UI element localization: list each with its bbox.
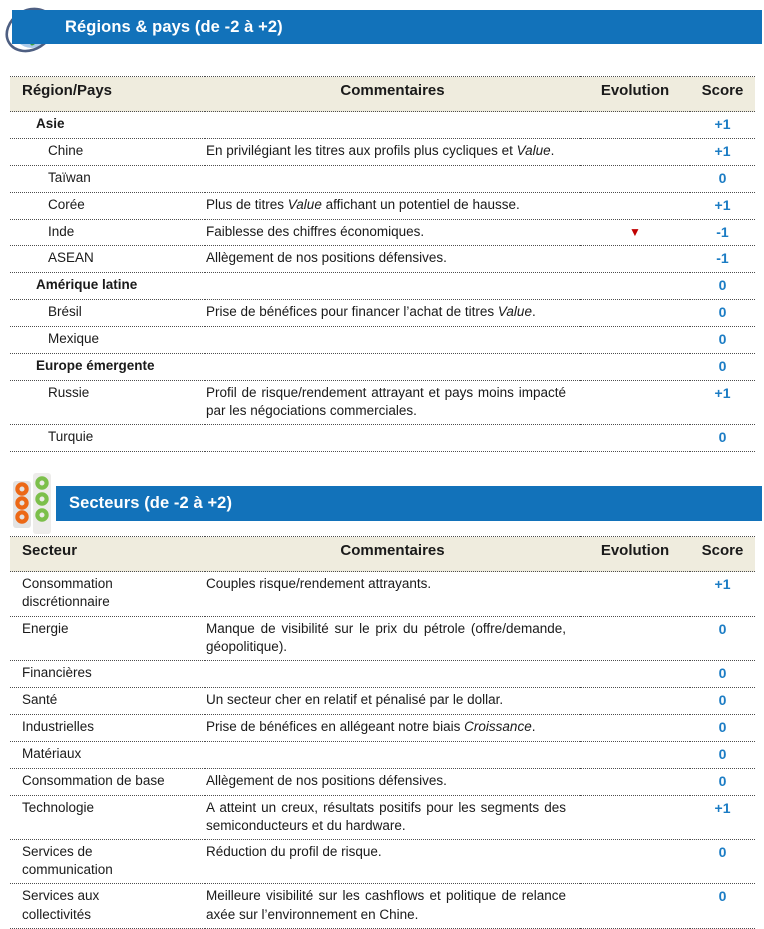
- evolution-cell: [580, 380, 690, 424]
- comment-text: Value: [287, 196, 322, 212]
- section-title: Régions & pays (de -2 à +2): [65, 17, 283, 36]
- evolution-cell: [580, 572, 690, 616]
- comment-text: Value: [516, 142, 551, 158]
- entity-cell: Russie: [48, 384, 90, 400]
- evolution-cell: [580, 300, 690, 327]
- comment-text: Value: [497, 304, 532, 320]
- score-table: [10, 76, 755, 452]
- evolution-cell: [580, 714, 690, 741]
- comment-text: Prise de bénéfices pour financer l’achat de titres: [206, 304, 498, 320]
- section-title: Secteurs (de -2 à +2): [69, 494, 233, 513]
- section-icon-slot: [11, 472, 57, 541]
- evolution-cell: [580, 425, 690, 452]
- score-cell: 0: [718, 692, 727, 708]
- score-cell: 0: [718, 844, 727, 860]
- comment-text: affichant un potentiel de hausse.: [321, 196, 520, 212]
- comment-cell: [205, 192, 580, 219]
- entity-cell: Turquie: [48, 429, 94, 445]
- entity-cell: Brésil: [48, 304, 82, 320]
- comment-text: Un secteur cher en relatif et pénalisé par le dollar.: [206, 692, 504, 707]
- column-header-evolution: Evolution: [600, 542, 670, 560]
- comment-text: Plus de titres: [206, 196, 288, 212]
- column-header-comments: Commentaires: [340, 542, 445, 560]
- comment-cell: [205, 246, 580, 273]
- comment-text: Faiblesse des chiffres économiques.: [206, 223, 425, 239]
- score-cell: 0: [718, 888, 727, 905]
- table-row: [10, 795, 755, 839]
- evolution-cell: [580, 661, 690, 688]
- entity-cell: Services aux collectivités: [22, 888, 100, 922]
- entity-cell: ASEAN: [48, 250, 94, 266]
- section-banner-row: [0, 0, 764, 58]
- table-row: [10, 138, 755, 165]
- score-cell: 0: [718, 745, 727, 762]
- column-header-comments: Commentaires: [340, 82, 445, 99]
- evolution-cell: [580, 273, 690, 300]
- entity-cell: Taïwan: [48, 169, 91, 185]
- comment-cell: [205, 425, 580, 452]
- evolution-cell: [580, 112, 690, 139]
- comment-text: .: [531, 718, 536, 734]
- entity-cell: Corée: [48, 196, 85, 212]
- score-cell: +1: [714, 142, 731, 159]
- comment-cell: [205, 714, 580, 741]
- comment-text: Allègement de nos positions défensives.: [206, 250, 447, 266]
- table-row: [10, 246, 755, 273]
- score-cell: 0: [718, 331, 727, 348]
- comment-cell: [205, 300, 580, 327]
- table-header-row: [10, 77, 755, 112]
- comment-text: Allègement de nos positions défensives.: [206, 772, 447, 788]
- column-header-score: Score: [701, 542, 744, 560]
- comment-text: Meilleure visibilité sur les cashflows et politique de relance axée sur l’environnement en Chine.: [206, 888, 566, 922]
- evolution-cell: [580, 327, 690, 354]
- comment-cell: [205, 219, 580, 246]
- table-row: [10, 425, 755, 452]
- comment-cell: [205, 616, 580, 660]
- evolution-cell: [580, 840, 690, 884]
- score-cell: 0: [718, 665, 727, 682]
- section-regions: [0, 0, 764, 452]
- score-cell: +1: [714, 116, 731, 132]
- entity-cell: Matériaux: [22, 745, 82, 761]
- evolution-cell: [580, 741, 690, 768]
- column-header-entity: Secteur: [22, 542, 78, 560]
- comment-text: En privilégiant les titres aux profils plus cycliques et: [206, 142, 517, 158]
- table-row: [10, 616, 755, 660]
- table-row: [10, 714, 755, 741]
- evolution-down-icon: ▼: [629, 224, 641, 239]
- table-row: [10, 300, 755, 327]
- section-secteurs: [0, 474, 764, 929]
- entity-cell: Financières: [22, 665, 92, 681]
- entity-cell: Santé: [22, 692, 58, 707]
- table-row: [10, 327, 755, 354]
- score-table: [10, 536, 755, 929]
- score-cell: +1: [714, 799, 731, 816]
- entity-cell: Europe émergente: [36, 358, 155, 374]
- score-cell: 0: [718, 277, 727, 294]
- table-row: [10, 741, 755, 768]
- table-row: [10, 884, 755, 928]
- score-cell: 0: [718, 304, 727, 321]
- comment-text: Manque de visibilité sur le prix du pétrole (offre/demande, géopolitique).: [206, 620, 566, 654]
- score-cell: +1: [714, 196, 731, 213]
- score-cell: 0: [718, 429, 727, 446]
- table-row: [10, 354, 755, 381]
- comment-cell: [205, 661, 580, 688]
- score-cell: 0: [718, 169, 727, 186]
- table-row: [10, 273, 755, 300]
- comment-cell: [205, 327, 580, 354]
- entity-cell: Energie: [22, 620, 69, 636]
- evolution-cell: [580, 616, 690, 660]
- sectors-dots-icon: [11, 472, 57, 536]
- table-row: [10, 840, 755, 884]
- column-header-evolution: Evolution: [600, 82, 670, 99]
- comment-text: Prise de bénéfices en allégeant notre biais: [206, 718, 465, 734]
- table-row: [10, 688, 755, 715]
- evolution-cell: [580, 688, 690, 715]
- comment-cell: [205, 165, 580, 192]
- entity-cell: Asie: [36, 116, 65, 131]
- score-cell: +1: [714, 576, 731, 593]
- score-cell: -1: [716, 223, 729, 240]
- table-row: [10, 380, 755, 424]
- score-cell: 0: [718, 718, 727, 735]
- score-cell: 0: [718, 620, 727, 637]
- entity-cell: Chine: [48, 142, 84, 158]
- evolution-cell: [580, 192, 690, 219]
- comment-cell: [205, 768, 580, 795]
- section-banner: [56, 486, 762, 521]
- evolution-cell: [580, 246, 690, 273]
- column-header-score: Score: [701, 82, 744, 99]
- table-row: [10, 192, 755, 219]
- comment-cell: [205, 884, 580, 928]
- entity-cell: Industrielles: [22, 718, 95, 734]
- entity-cell: Amérique latine: [36, 277, 138, 293]
- table-header-row: [10, 537, 755, 572]
- comment-text: Réduction du profil de risque.: [206, 844, 382, 859]
- evolution-cell: [580, 795, 690, 839]
- comment-cell: [205, 795, 580, 839]
- comment-cell: [205, 688, 580, 715]
- comment-cell: [205, 112, 580, 139]
- score-cell: +1: [714, 384, 731, 401]
- entity-cell: Consommation de base: [22, 772, 165, 788]
- table-row: [10, 219, 755, 246]
- comment-cell: [205, 138, 580, 165]
- comment-text: Croissance: [464, 718, 532, 734]
- table-row: [10, 572, 755, 616]
- entity-cell: Consommation discrétionnaire: [22, 576, 113, 610]
- evolution-cell: [580, 884, 690, 928]
- comment-cell: [205, 572, 580, 616]
- comment-cell: [205, 840, 580, 884]
- entity-cell: Mexique: [48, 331, 100, 347]
- evolution-cell: [580, 768, 690, 795]
- comment-text: Profil de risque/rendement attrayant et pays moins impacté par les négociations commerciales.: [206, 384, 566, 419]
- column-header-entity: Région/Pays: [22, 82, 113, 99]
- score-cell: 0: [718, 358, 727, 375]
- score-cell: 0: [718, 772, 727, 789]
- comment-cell: [205, 273, 580, 300]
- table-row: [10, 165, 755, 192]
- score-cell: -1: [716, 250, 729, 267]
- comment-cell: [205, 354, 580, 381]
- table-row: [10, 768, 755, 795]
- entity-cell: Technologie: [22, 799, 95, 815]
- comment-cell: [205, 380, 580, 424]
- section-banner-row: [0, 474, 764, 530]
- comment-cell: [205, 741, 580, 768]
- entity-cell: Services de communication: [22, 844, 113, 878]
- comment-text: Couples risque/rendement attrayants.: [206, 576, 432, 592]
- table-row: [10, 661, 755, 688]
- section-banner: [12, 10, 762, 44]
- evolution-cell: [580, 354, 690, 381]
- comment-text: A atteint un creux, résultats positifs pour les segments des semiconducteurs et du hardware.: [206, 799, 566, 833]
- evolution-cell: [580, 165, 690, 192]
- entity-cell: Inde: [48, 223, 75, 239]
- table-row: [10, 112, 755, 139]
- comment-text: .: [550, 142, 555, 158]
- comment-text: .: [531, 304, 536, 320]
- evolution-cell: [580, 138, 690, 165]
- evolution-cell: [580, 219, 690, 246]
